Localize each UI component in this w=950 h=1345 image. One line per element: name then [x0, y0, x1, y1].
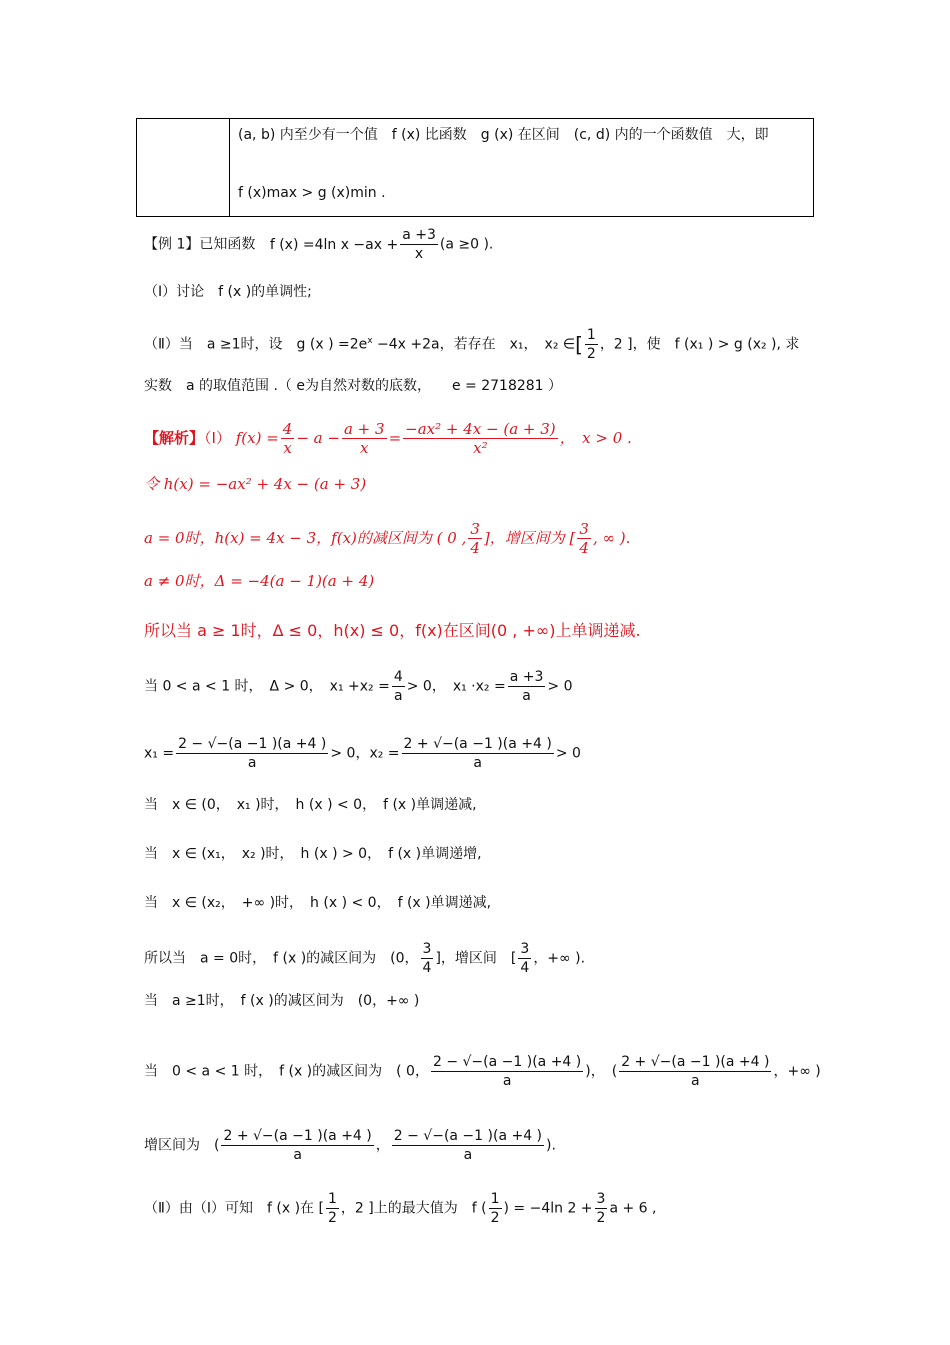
fraction-3-over-4-b: [577, 520, 591, 557]
fraction-denominator: 2: [327, 1210, 337, 1226]
solution-step-6: [144, 668, 572, 705]
fraction-denominator: x²: [473, 439, 488, 457]
table-left-cell: [137, 119, 230, 217]
fraction-numerator: 3: [422, 941, 432, 957]
root-x2-fraction: [619, 1053, 771, 1090]
question-part-1: （Ⅰ）讨论 f (x )的单调性;: [144, 284, 312, 300]
root-x1-fraction: [431, 1053, 583, 1090]
derivative-lhs: f(x) =: [235, 429, 279, 447]
solution-step-13: [144, 1053, 821, 1090]
vieta-product: > 0， x₁ ·x₂ =: [406, 678, 506, 695]
fraction-denominator: a: [502, 1073, 512, 1089]
fraction-denominator: x: [360, 439, 369, 457]
fraction-numerator: 2 + √−(a −1 )(a +4 ): [403, 736, 552, 752]
part-marker: （Ⅰ）: [204, 429, 231, 447]
fraction-numerator: −ax² + 4x − (a + 3): [405, 420, 556, 438]
fraction-denominator: a: [247, 755, 257, 771]
fraction-numerator: 1: [490, 1191, 500, 1207]
fraction-numerator: 1: [327, 1191, 337, 1207]
derivative-mid: − a −: [296, 429, 340, 447]
function-lhs: f (x) =4ln x −ax +: [269, 236, 399, 253]
fraction-numerator: 3: [520, 941, 530, 957]
interval-close: ，+∞ ): [773, 1063, 821, 1080]
interval-separator: )， (: [585, 1063, 618, 1080]
fraction-denominator: a: [293, 1147, 302, 1163]
solution-step-10: 当 x ∈ (x₂， +∞ )时， h (x ) < 0， f (x )单调递减,: [144, 895, 492, 911]
function-fraction: [400, 226, 438, 263]
fraction-numerator: 2 + √−(a −1 )(a +4 ): [223, 1128, 372, 1144]
fraction-denominator: 2: [490, 1210, 500, 1226]
fraction-denominator: 4: [520, 960, 530, 976]
fraction-numerator: 2 − √−(a −1 )(a +4 ): [178, 736, 327, 752]
part2-text-b: −4x +2a，若存在 x₁， x₂ ∈: [372, 336, 576, 353]
interval-fraction: [585, 326, 598, 363]
question-part-2: （Ⅱ）当 a ≥1时，设 g (x ) $=2e^x -4x +2a$，若存在 x₁， x₂ ∈[ $\frac{1}{2}$ ，2 ]，使 f (x₁ ) > g (x₂ ), 求: [144, 327, 800, 362]
fraction-3-over-4: [468, 520, 482, 557]
interval-close: ，+∞ ).: [533, 950, 586, 967]
solution-step-5: 所以当 a ≥ 1时，Δ ≤ 0，h(x) ≤ 0，f(x)在区间(0 , +∞)上单调递减.: [144, 621, 641, 640]
fraction-numerator: 2 − √−(a −1 )(a +4 ): [432, 1054, 582, 1070]
fraction-numerator: 4: [393, 669, 403, 685]
fraction-denominator: x: [414, 246, 424, 262]
interval-close: , ∞ ).: [592, 529, 631, 547]
domain-condition: ， x > 0 .: [559, 429, 632, 447]
example-label: 【例 1】已知函数: [144, 236, 256, 253]
fraction-numerator: 2 − √−(a −1 )(a +4 ): [393, 1128, 543, 1144]
fraction-numerator: 3: [596, 1191, 606, 1207]
root-x2-label: > 0，x₂ =: [330, 745, 400, 762]
fraction-denominator: a: [691, 1073, 700, 1089]
solution-step-9: 当 x ∈ (x₁， x₂ )时， h (x ) > 0， f (x )单调递增,: [144, 846, 482, 862]
fraction-numerator: 3: [579, 520, 589, 538]
fraction-numerator: 4: [282, 420, 293, 438]
solution-step-12: 当 a ≥1时， f (x )的减区间为 (0，+∞ ): [144, 993, 420, 1009]
increasing-label: ]，增区间为 [: [483, 529, 576, 547]
solution-step-1: [144, 420, 632, 457]
fraction-1-over-2-b: [489, 1190, 502, 1227]
solution-step-3: [144, 520, 630, 557]
fraction-numerator: 2 + √−(a −1 )(a +4 ): [621, 1054, 770, 1070]
table-row-2: f (x)max > g (x)min .: [238, 185, 386, 201]
fraction-denominator: 4: [422, 960, 432, 976]
root-x2-fraction: [221, 1127, 373, 1164]
max-value-expression: ) = −4ln 2 +: [503, 1200, 593, 1217]
root-x1-fraction: [176, 735, 328, 772]
solution-step-15: [144, 1190, 656, 1227]
fraction-numerator: a +3: [402, 227, 436, 243]
case-a-zero: a = 0时，h(x) = 4x − 3，f(x)的减区间为: [144, 529, 432, 547]
fraction-numerator: a + 3: [343, 420, 385, 438]
interval-separator: ，: [375, 1137, 390, 1154]
solution-step-11: [144, 940, 585, 977]
fraction-denominator: x: [283, 439, 292, 457]
positive-condition: > 0: [547, 678, 573, 695]
fraction-denominator: a: [463, 1147, 473, 1163]
max-value-tail: a + 6 ,: [609, 1200, 657, 1217]
fraction-4-over-x: [281, 420, 295, 457]
positive-condition: > 0: [555, 745, 581, 762]
solution-step-7: [144, 735, 581, 772]
table-right-cell: [230, 119, 814, 217]
fraction-numerator: 3: [470, 520, 480, 538]
increasing-interval-label: 增区间为 (: [144, 1137, 220, 1154]
increasing-interval-label: ]，增区间 [: [435, 950, 517, 967]
equals-sign: =: [388, 429, 402, 447]
solution-step-2: 令 h(x) = −ax² + 4x − (a + 3): [144, 475, 367, 493]
interval-open: ( 0 ,: [436, 529, 467, 547]
interval-close: ).: [546, 1137, 556, 1154]
fraction-3-over-4-c: [421, 940, 434, 977]
vieta-sum: 当 0 < a < 1 时， Δ > 0， x₁ +x₂ =: [144, 678, 390, 695]
solution-step-8: 当 x ∈ (0， x₁ )时， h (x ) < 0， f (x )单调递减,: [144, 797, 477, 813]
fraction-denominator: a: [473, 755, 482, 771]
fraction-a3-over-a: [508, 668, 546, 705]
definition-table: [136, 118, 814, 217]
function-condition: (a ≥0 ).: [439, 236, 494, 253]
root-x1-label: x₁ =: [144, 745, 175, 762]
fraction-denominator: a: [522, 688, 531, 704]
fraction-denominator: 4: [470, 539, 480, 557]
fraction-4-over-a: [392, 668, 405, 705]
fraction-a3-over-x: [342, 420, 387, 457]
solution-label: 【解析】: [144, 429, 205, 447]
question-part-2-continued: 实数 a 的取值范围 .（ e为自然对数的底数， e = 2718281 ）: [144, 378, 563, 394]
fraction-denominator: 4: [579, 539, 589, 557]
part2-text-c: ，2 ]，使 f (x₁ ) > g (x₂ ), 求: [599, 336, 800, 353]
case-a-zero-summary: 所以当 a = 0时， f (x )的减区间为 (0，: [144, 950, 419, 967]
decreasing-interval-label: 当 0 < a < 1 时， f (x )的减区间为 ( 0，: [144, 1063, 429, 1080]
fraction-3-over-4-d: [518, 940, 531, 977]
fraction-numerator: a +3: [509, 669, 544, 685]
solution-step-14: [144, 1127, 556, 1164]
fraction-numerator: 1: [586, 327, 596, 343]
fraction-combined: [403, 420, 558, 457]
max-value-label: ，2 ]上的最大值为 f (: [340, 1200, 487, 1217]
table-row-1: (a, b) 内至少有一个值 f (x) 比函数 g (x) 在区间 (c, d) 内的一个函数值 大，即: [238, 127, 769, 143]
solution-step-4: a ≠ 0时，Δ = −4(a − 1)(a + 4): [144, 572, 375, 590]
example-1-statement: [144, 226, 493, 263]
fraction-1-over-2: [326, 1190, 339, 1227]
part2-intro: （Ⅱ）由（Ⅰ）可知 f (x )在 [: [144, 1200, 324, 1217]
fraction-3-over-2: [595, 1190, 608, 1227]
fraction-denominator: 2: [596, 1210, 606, 1226]
root-x2-fraction: [402, 735, 554, 772]
fraction-denominator: 2: [586, 346, 596, 362]
root-x1-fraction: [392, 1127, 544, 1164]
part2-text-a: （Ⅱ）当 a ≥1时，设 g (x ) =2e: [144, 336, 368, 353]
fraction-denominator: a: [393, 688, 403, 704]
exponent: x: [367, 335, 373, 346]
